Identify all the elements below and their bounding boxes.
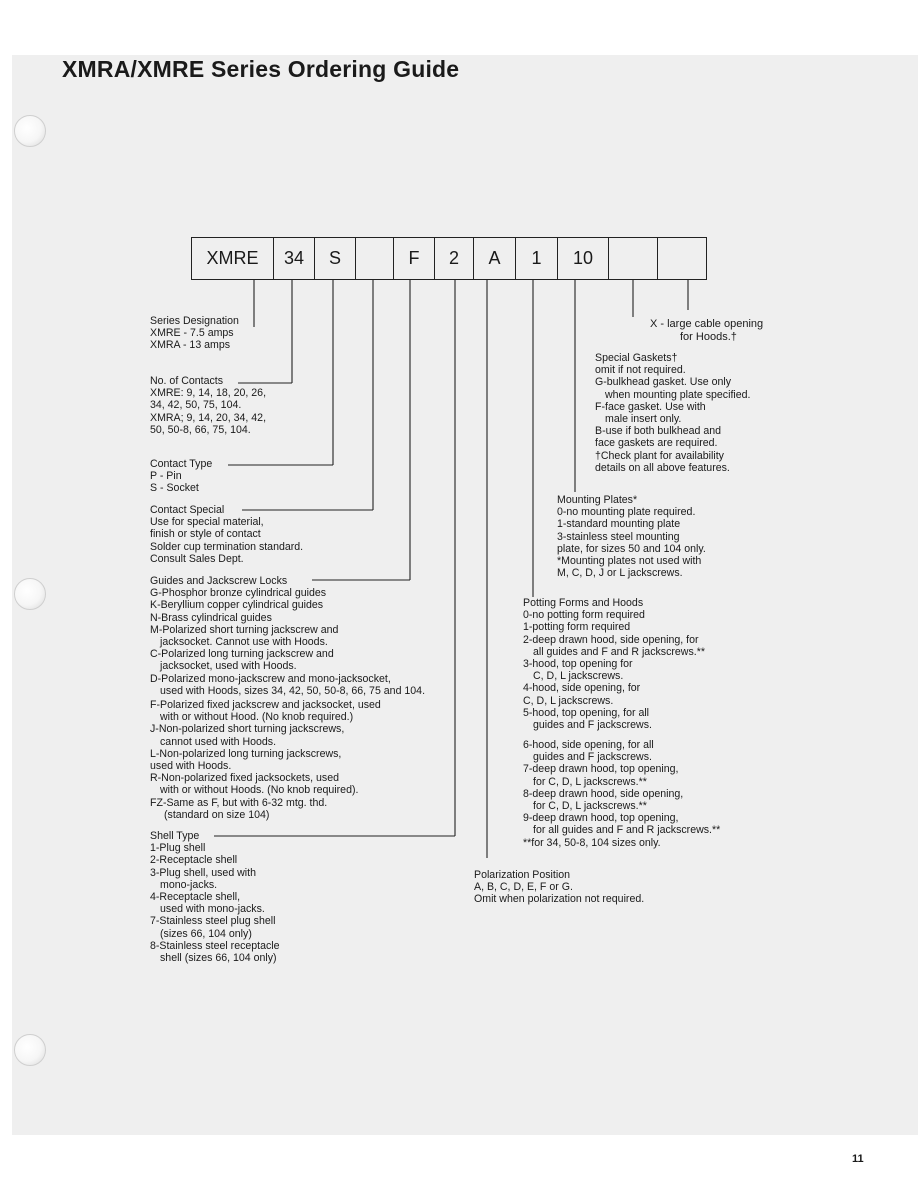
- guides-block-2: [150, 699, 381, 821]
- potting-line: 9-deep drawn hood, top opening,: [523, 812, 679, 825]
- contact-special-line: Use for special material,: [150, 516, 264, 529]
- contact-type-block: [150, 458, 212, 495]
- polarization-line: A, B, C, D, E, F or G.: [474, 881, 573, 894]
- potting-block-2: [523, 739, 720, 849]
- potting-line: for C, D, L jackscrews.**: [533, 800, 647, 813]
- guides-line: J-Non-polarized short turning jackscrews,: [150, 723, 345, 736]
- code-box-polarization: A: [474, 238, 516, 279]
- mounting-line: 3-stainless steel mounting: [557, 530, 680, 543]
- guides-line: M-Polarized short turning jackscrew and: [150, 623, 339, 636]
- potting-line: C, D, L jackscrews.: [533, 670, 624, 683]
- shell-type-line: 3-Plug shell, used with: [150, 866, 256, 879]
- guides-line: R-Non-polarized fixed jacksockets, used: [150, 772, 340, 785]
- cable-line: X - large cable opening: [650, 318, 764, 330]
- guides-block: [150, 575, 425, 697]
- guides-line: jacksocket. Cannot use with Hoods.: [160, 636, 328, 649]
- gaskets-heading: Special Gaskets†: [595, 352, 678, 364]
- shell-type-line: used with mono-jacks.: [160, 903, 265, 916]
- polarization-heading: Polarization Position: [474, 869, 570, 881]
- contact-special-heading: Contact Special: [150, 504, 225, 516]
- mounting-line: M, C, D, J or L jackscrews.: [557, 567, 683, 580]
- code-box-mounting: 10: [558, 238, 609, 279]
- shell-type-line: 2-Receptacle shell: [150, 854, 238, 867]
- guides-line: C-Polarized long turning jackscrew and: [150, 648, 334, 661]
- shell-type-line: 1-Plug shell: [150, 842, 206, 855]
- gaskets-block: [595, 352, 750, 474]
- guides-line: used with Hoods.: [150, 760, 232, 773]
- contact-type-heading: Contact Type: [150, 458, 213, 470]
- shell-type-line: 8-Stainless steel receptacle: [150, 939, 280, 952]
- gaskets-line: face gaskets are required.: [595, 437, 718, 450]
- potting-line: 2-deep drawn hood, side opening, for: [523, 633, 699, 646]
- contacts-line: 50, 50-8, 66, 75, 104.: [150, 423, 251, 436]
- potting-line: guides and F jackscrews.: [533, 719, 652, 732]
- guides-line: D-Polarized mono-jackscrew and mono-jacksocket,: [150, 672, 391, 685]
- series-designation-block: [150, 315, 239, 352]
- guides-heading: Guides and Jackscrew Locks: [150, 575, 288, 587]
- mounting-heading: Mounting Plates*: [557, 494, 638, 506]
- code-box-contact-type: S: [315, 238, 356, 279]
- potting-line: 4-hood, side opening, for: [523, 682, 641, 695]
- guides-line: cannot used with Hoods.: [160, 735, 277, 748]
- potting-line: for all guides and F and R jackscrews.**: [533, 824, 721, 837]
- contacts-heading: No. of Contacts: [150, 375, 224, 387]
- gaskets-line: †Check plant for availability: [595, 449, 724, 462]
- code-box-guides: F: [394, 238, 435, 279]
- potting-line: for C, D, L jackscrews.**: [533, 775, 647, 788]
- guides-line: with or without Hoods. (No knob required).: [160, 784, 359, 797]
- mounting-line: 0-no mounting plate required.: [557, 506, 696, 519]
- potting-line: 1-potting form required: [523, 621, 631, 634]
- gaskets-line: B-use if both bulkhead and: [595, 425, 722, 438]
- mounting-line: 1-standard mounting plate: [557, 518, 681, 531]
- potting-line: guides and F jackscrews.: [533, 751, 652, 764]
- contact-special-line: Solder cup termination standard.: [150, 540, 304, 553]
- shell-type-line: mono-jacks.: [160, 878, 218, 891]
- potting-line: 5-hood, top opening, for all: [523, 706, 650, 719]
- contact-type-line: S - Socket: [150, 482, 199, 495]
- gaskets-line: omit if not required.: [595, 364, 686, 377]
- guides-line: used with Hoods, sizes 34, 42, 50, 50-8, 66, 75 and 104.: [160, 684, 426, 697]
- gaskets-line: male insert only.: [605, 413, 682, 426]
- cable-line: for Hoods.†: [680, 330, 737, 343]
- code-box-potting: 1: [516, 238, 558, 279]
- potting-line: 8-deep drawn hood, side opening,: [523, 787, 684, 800]
- shell-type-line: shell (sizes 66, 104 only): [160, 952, 277, 965]
- mounting-line: plate, for sizes 50 and 104 only.: [557, 542, 706, 555]
- shell-type-block: [150, 830, 280, 964]
- contacts-line: XMRA; 9, 14, 20, 34, 42,: [150, 411, 267, 424]
- gaskets-line: when mounting plate specified.: [605, 388, 751, 401]
- series-line: XMRE - 7.5 amps: [150, 327, 234, 340]
- potting-line: 3-hood, top opening for: [523, 658, 633, 671]
- potting-line: 7-deep drawn hood, top opening,: [523, 763, 679, 776]
- potting-block: [523, 597, 705, 731]
- code-box-shell-type: 2: [435, 238, 474, 279]
- potting-line: 0-no potting form required: [523, 609, 645, 622]
- potting-heading: Potting Forms and Hoods: [523, 597, 644, 609]
- mounting-block: [557, 494, 706, 579]
- shell-type-line: 4-Receptacle shell,: [150, 891, 241, 904]
- polarization-line: Omit when polarization not required.: [474, 893, 645, 906]
- polarization-block: [474, 869, 644, 906]
- contacts-block: [150, 375, 266, 436]
- page-number: 11: [852, 1153, 864, 1165]
- guides-line: (standard on size 104): [164, 808, 270, 821]
- potting-line: C, D, L jackscrews.: [523, 694, 614, 707]
- contact-special-block: [150, 504, 303, 565]
- shell-type-line: 7-Stainless steel plug shell: [150, 915, 276, 928]
- guides-line: with or without Hood. (No knob required.): [160, 711, 354, 724]
- potting-line: **for 34, 50-8, 104 sizes only.: [523, 836, 661, 849]
- contacts-line: XMRE: 9, 14, 18, 20, 26,: [150, 387, 267, 400]
- code-box-contacts: 34: [274, 238, 315, 279]
- contact-special-line: finish or style of contact: [150, 528, 261, 541]
- contact-type-line: P - Pin: [150, 470, 182, 483]
- mounting-line: *Mounting plates not used with: [557, 555, 702, 568]
- gaskets-line: F-face gasket. Use with: [595, 400, 706, 413]
- contact-special-line: Consult Sales Dept.: [150, 552, 244, 565]
- guides-line: jacksocket, used with Hoods.: [160, 660, 297, 673]
- code-box-series: XMRE: [192, 238, 274, 279]
- series-line: XMRA - 13 amps: [150, 339, 231, 352]
- guides-line: FZ-Same as F, but with 6-32 mtg. thd.: [150, 796, 328, 809]
- shell-type-heading: Shell Type: [150, 830, 200, 842]
- potting-line: 6-hood, side opening, for all: [523, 739, 654, 751]
- guides-line: G-Phosphor bronze cylindrical guides: [150, 587, 327, 600]
- guides-line: N-Brass cylindrical guides: [150, 611, 272, 624]
- guides-line: K-Beryllium copper cylindrical guides: [150, 599, 324, 612]
- shell-type-line: (sizes 66, 104 only): [160, 927, 252, 940]
- guides-line: L-Non-polarized long turning jackscrews,: [150, 747, 342, 760]
- series-heading: Series Designation: [150, 315, 239, 327]
- contacts-line: 34, 42, 50, 75, 104.: [150, 399, 242, 412]
- potting-line: all guides and F and R jackscrews.**: [533, 645, 705, 658]
- page-title: XMRA/XMRE Series Ordering Guide: [62, 56, 460, 82]
- guides-line: F-Polarized fixed jackscrew and jacksocket, used: [150, 699, 381, 711]
- gaskets-line: G-bulkhead gasket. Use only: [595, 376, 732, 389]
- cable-block: [650, 318, 763, 343]
- gaskets-line: details on all above features.: [595, 461, 730, 474]
